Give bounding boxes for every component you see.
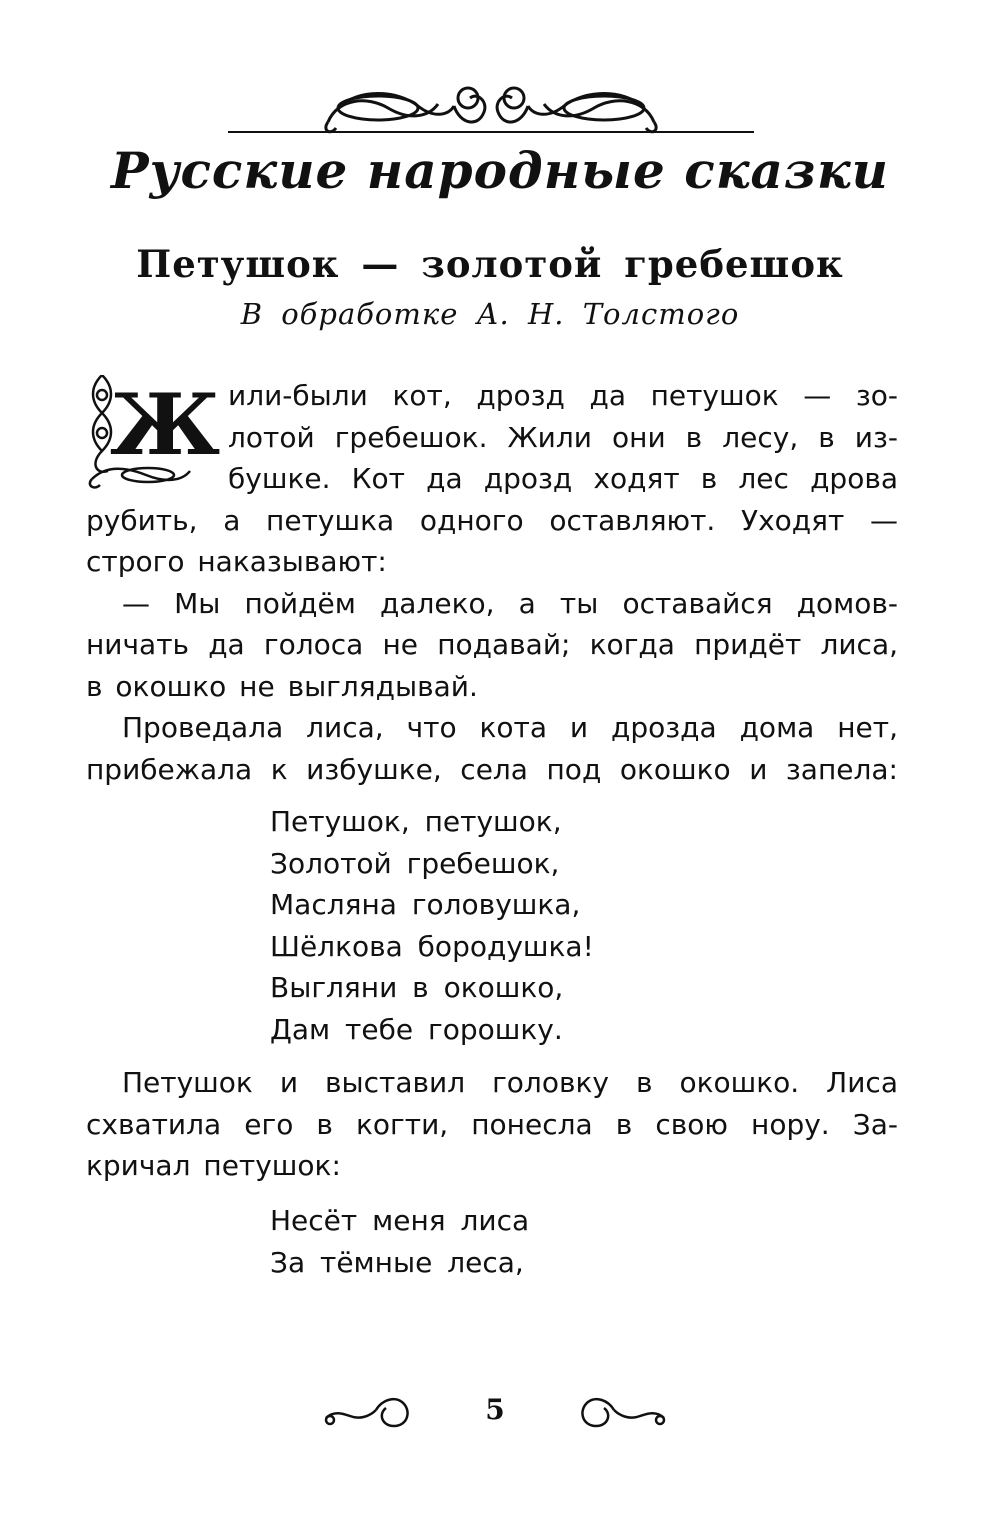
story-title: Петушок — золотой гребешок	[136, 242, 844, 286]
series-title: Русские народные сказки	[110, 141, 890, 200]
paragraph-line: Проведала лиса, что кота и дрозда дома нет,	[122, 711, 898, 744]
paragraph-line: прибежала к избушке, села под окошко и запела:	[86, 752, 898, 786]
verse-line: Несёт меня лиса	[270, 1204, 530, 1237]
paragraph-line: Петушок и выставил головку в окошко. Лиса	[122, 1066, 898, 1099]
paragraph-line: бушке. Кот да дрозд ходят в лес дрова	[228, 462, 898, 495]
song-verse	[270, 801, 594, 1050]
verse-line: Шёлкова бородушка!	[270, 929, 594, 963]
adaptation-credit: В обработке А. Н. Толстого	[240, 297, 740, 331]
paragraph-line: в окошко не выглядывай.	[86, 669, 478, 703]
paragraph-line: — Мы пойдём далеко, а ты оставайся домов-	[122, 586, 898, 620]
paragraph-line: лотой гребешок. Жили они в лесу, в из-	[228, 420, 898, 454]
story-body	[86, 375, 898, 790]
paragraph-line: рубить, а петушка одного оставляют. Уходят —	[86, 503, 898, 537]
verse-line: Золотой гребешок,	[270, 846, 560, 880]
verse-line: Дам тебе горошку.	[270, 1012, 563, 1046]
paragraph-line: или-были кот, дрозд да петушок — зо-	[228, 379, 898, 412]
story-body-continued	[86, 1062, 898, 1187]
verse-line: Петушок, петушок,	[270, 805, 562, 838]
paragraph-line: ничать да голоса не подавай; когда придёт лиса,	[86, 628, 898, 661]
paragraph-line: кричал петушок:	[86, 1149, 341, 1182]
dropcap-letter: Ж	[110, 375, 221, 474]
paragraph-line: строго наказывают:	[86, 545, 387, 578]
verse-line: Масляна головушка,	[270, 888, 581, 921]
dropcap	[86, 375, 221, 493]
verse-line: За тёмные леса,	[270, 1245, 524, 1279]
top-ornament	[228, 78, 754, 138]
verse-line: Выгляни в окошко,	[270, 971, 564, 1004]
page-number: 5	[485, 1393, 505, 1426]
song-verse	[270, 1200, 529, 1283]
paragraph-line: схватила его в когти, понесла в свою нору. За-	[86, 1107, 898, 1141]
